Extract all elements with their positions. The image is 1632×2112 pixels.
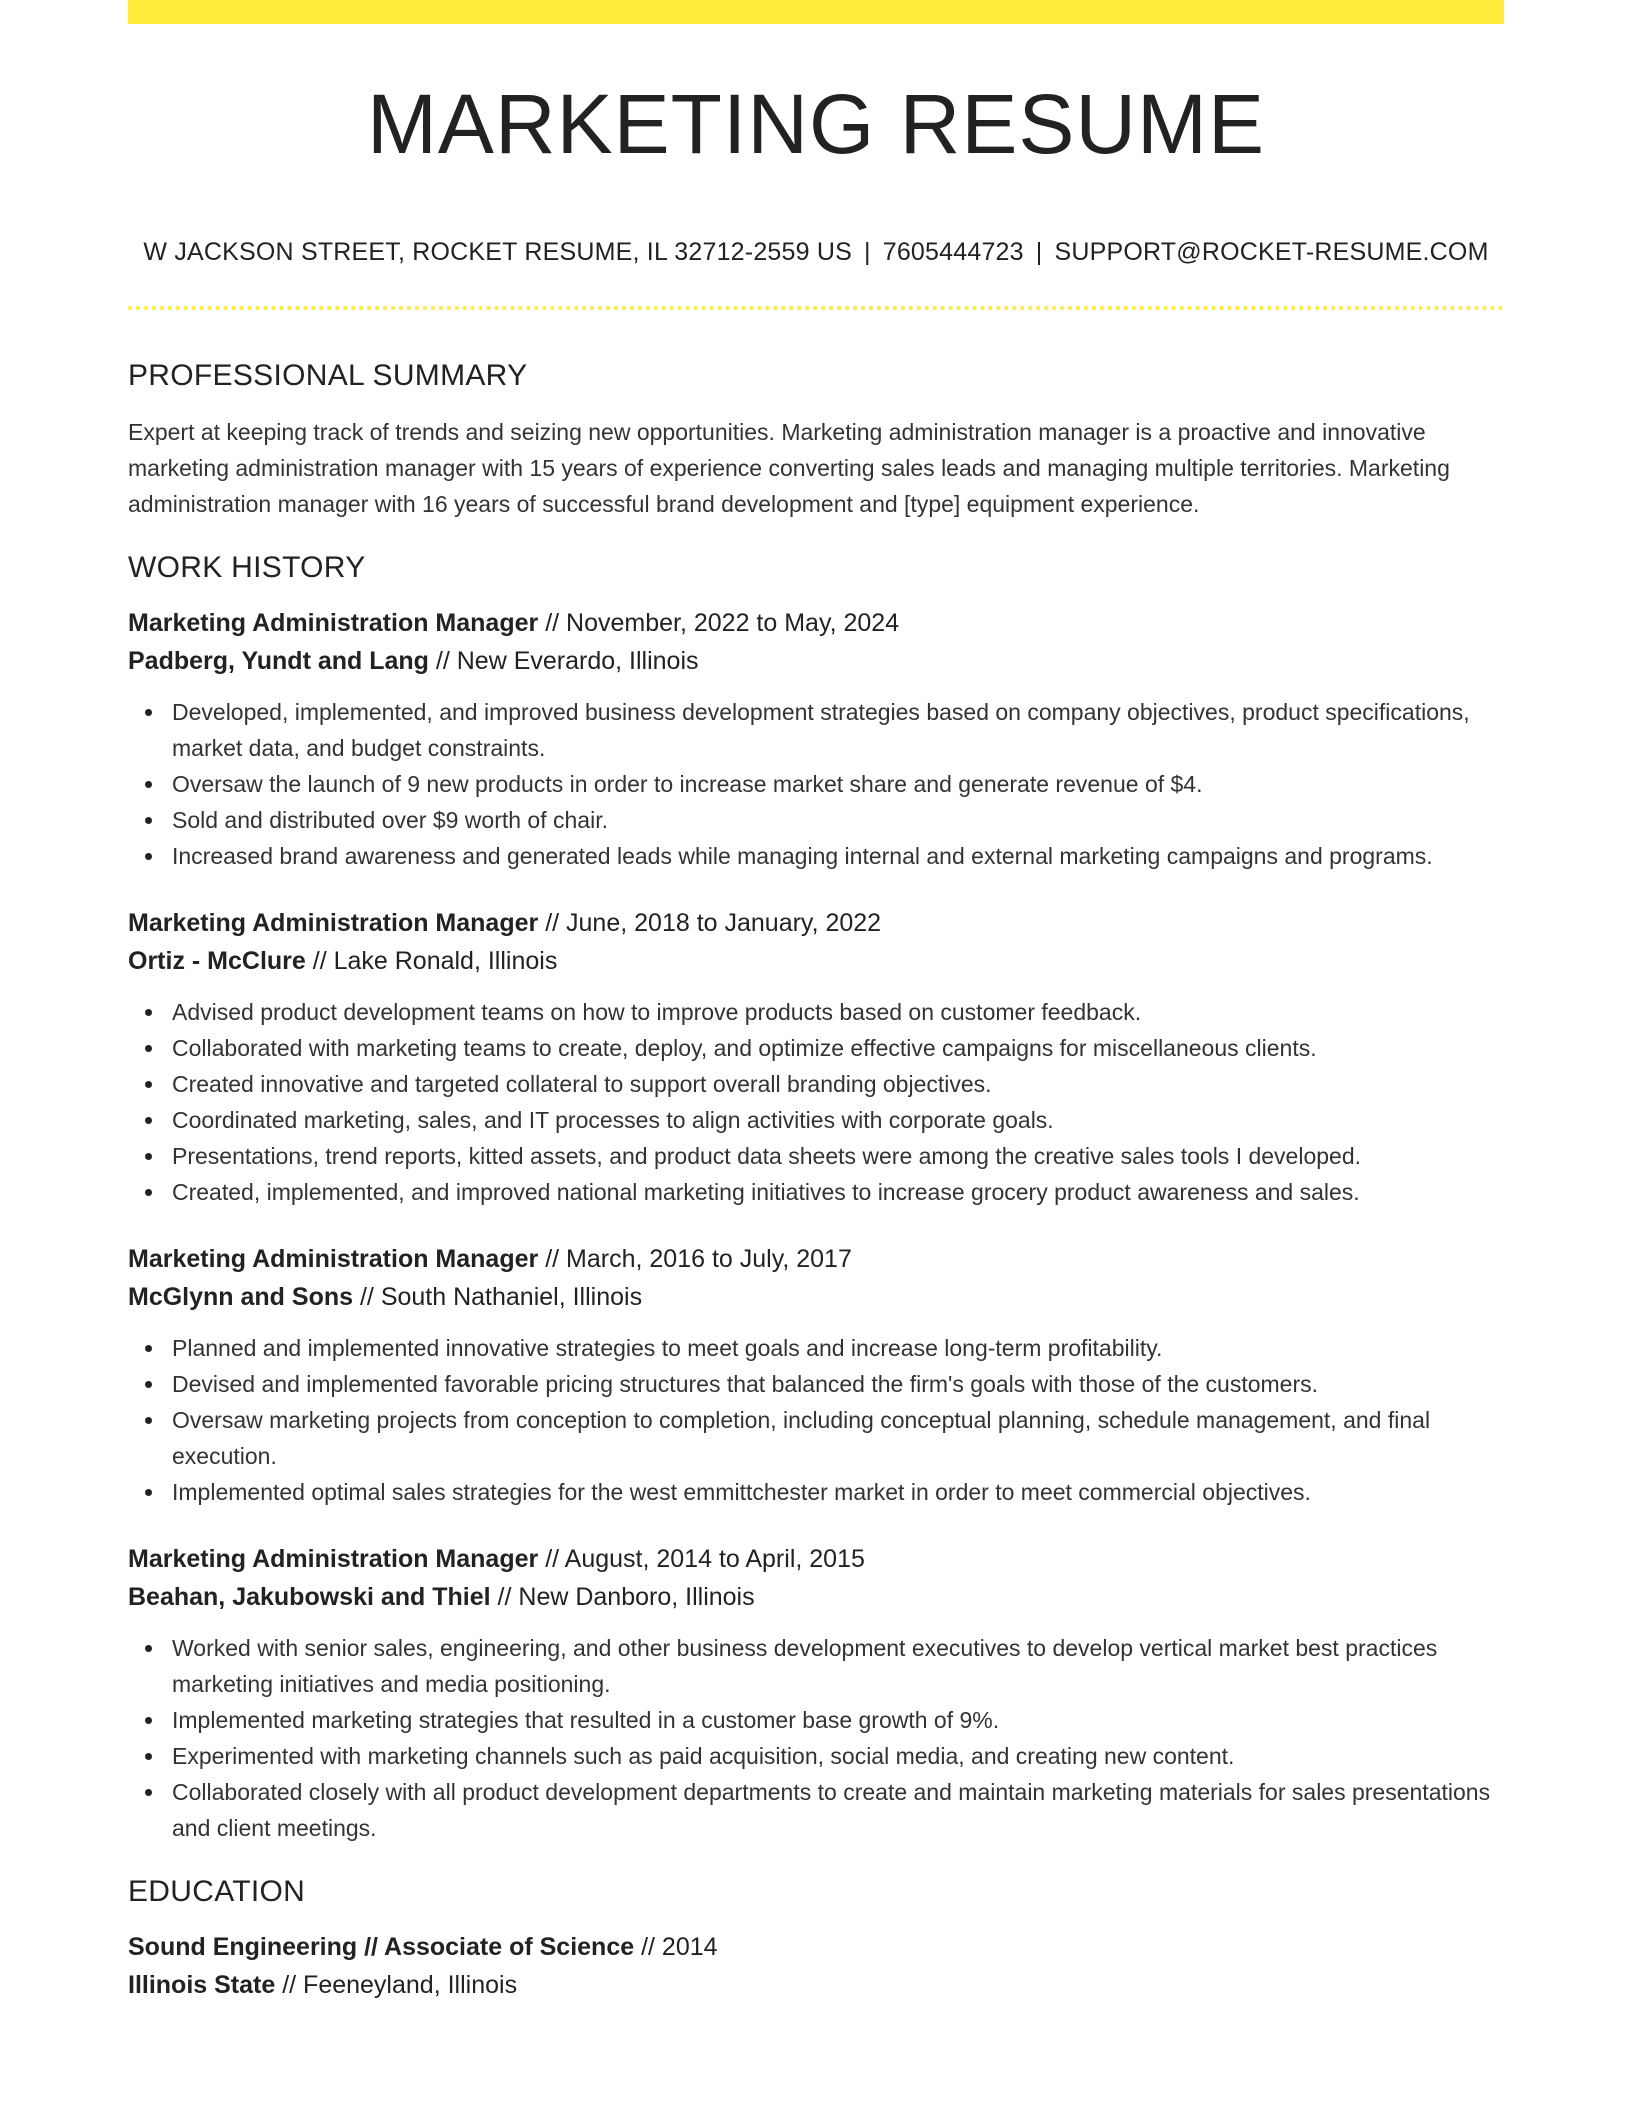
list-item: Experimented with marketing channels such as paid acquisition, social media, and creating new content. [172, 1738, 1504, 1774]
education-section [128, 1870, 1504, 2004]
job-company: Ortiz - McClure [128, 947, 306, 975]
job-title: Marketing Administration Manager [128, 1245, 539, 1273]
job-title: Marketing Administration Manager [128, 1545, 539, 1573]
list-item: Created, implemented, and improved national marketing initiatives to increase grocery product awareness and sales. [172, 1174, 1504, 1210]
contact-line [0, 238, 1632, 267]
job-entry [128, 1540, 1504, 1846]
list-item: Presentations, trend reports, kitted assets, and product data sheets were among the creative sales tools I developed. [172, 1138, 1504, 1174]
job-dates: // March, 2016 to July, 2017 [538, 1245, 852, 1273]
job-bullets [128, 694, 1504, 874]
work-history-section [128, 546, 1504, 1846]
job-dates: // August, 2014 to April, 2015 [538, 1545, 865, 1573]
dotted-divider [128, 306, 1504, 310]
job-company-line [128, 1278, 1504, 1316]
list-item: Collaborated with marketing teams to create, deploy, and optimize effective campaigns for miscellaneous clients. [172, 1030, 1504, 1066]
job-dates: // November, 2022 to May, 2024 [538, 609, 900, 637]
degree-year: // 2014 [634, 1933, 718, 1961]
list-item: Implemented marketing strategies that resulted in a customer base growth of 9%. [172, 1702, 1504, 1738]
school-location: // Feeneyland, Illinois [275, 1971, 518, 1999]
job-title-line [128, 1540, 1504, 1578]
resume-content [128, 354, 1504, 2004]
summary-section [128, 354, 1504, 522]
work-history-heading: WORK HISTORY [128, 551, 366, 584]
job-location: // Lake Ronald, Illinois [305, 947, 558, 975]
job-bullets [128, 994, 1504, 1210]
list-item: Implemented optimal sales strategies for the west emmittchester market in order to meet commercial objectives. [172, 1474, 1504, 1510]
list-item: Coordinated marketing, sales, and IT processes to align activities with corporate goals. [172, 1102, 1504, 1138]
summary-heading: PROFESSIONAL SUMMARY [128, 359, 528, 392]
accent-bar [128, 0, 1504, 24]
job-location: // New Danboro, Illinois [490, 1583, 755, 1611]
list-item: Advised product development teams on how to improve products based on customer feedback. [172, 994, 1504, 1030]
job-bullets [128, 1630, 1504, 1846]
list-item: Created innovative and targeted collateral to support overall branding objectives. [172, 1066, 1504, 1102]
school: Illinois State [128, 1971, 276, 1999]
school-line [128, 1966, 1504, 2004]
job-company: McGlynn and Sons [128, 1283, 354, 1311]
list-item: Oversaw the launch of 9 new products in order to increase market share and generate revenue of $4. [172, 766, 1504, 802]
job-location: // New Everardo, Illinois [428, 647, 699, 675]
job-company-line [128, 1578, 1504, 1616]
job-entry [128, 604, 1504, 874]
summary-text: Expert at keeping track of trends and seizing new opportunities. Marketing administration manager is a proactive and innovative marketing administration manager with 15 years of experience converting sales leads and managing multiple territories. Marketing administration manager with 16 years of successful brand development and [type] equipment experience. [128, 419, 1450, 517]
job-title: Marketing Administration Manager [128, 609, 539, 637]
degree-line [128, 1928, 1504, 1966]
contact-email: SUPPORT@ROCKET-RESUME.COM [1054, 238, 1489, 266]
list-item: Increased brand awareness and generated leads while managing internal and external marketing campaigns and programs. [172, 838, 1504, 874]
job-title: Marketing Administration Manager [128, 909, 539, 937]
job-location: // South Nathaniel, Illinois [353, 1283, 643, 1311]
degree: Sound Engineering // Associate of Science [128, 1933, 635, 1961]
job-title-line [128, 1240, 1504, 1278]
contact-separator: | [864, 238, 871, 266]
job-company: Padberg, Yundt and Lang [128, 647, 429, 675]
job-company-line [128, 942, 1504, 980]
list-item: Sold and distributed over $9 worth of chair. [172, 802, 1504, 838]
job-company: Beahan, Jakubowski and Thiel [128, 1583, 491, 1611]
list-item: Collaborated closely with all product development departments to create and maintain marketing materials for sales presentations and client meetings. [172, 1774, 1504, 1846]
education-heading: EDUCATION [128, 1875, 306, 1908]
resume-title: MARKETING RESUME [366, 77, 1266, 171]
job-entry [128, 904, 1504, 1210]
list-item: Devised and implemented favorable pricing structures that balanced the firm's goals with those of the customers. [172, 1366, 1504, 1402]
contact-separator: | [1035, 238, 1043, 266]
job-dates: // June, 2018 to January, 2022 [538, 909, 882, 937]
contact-address: W JACKSON STREET, ROCKET RESUME, IL 32712-2559 US [143, 238, 853, 266]
list-item: Planned and implemented innovative strategies to meet goals and increase long-term profitability. [172, 1330, 1504, 1366]
job-entry [128, 1240, 1504, 1510]
job-company-line [128, 642, 1504, 680]
contact-phone: 7605444723 [882, 238, 1024, 266]
list-item: Developed, implemented, and improved business development strategies based on company objectives, product specifications, market data, and budget constraints. [172, 694, 1504, 766]
job-title-line [128, 904, 1504, 942]
list-item: Worked with senior sales, engineering, and other business development executives to develop vertical market best practices marketing initiatives and media positioning. [172, 1630, 1504, 1702]
job-title-line [128, 604, 1504, 642]
list-item: Oversaw marketing projects from conception to completion, including conceptual planning, schedule management, and final execution. [172, 1402, 1504, 1474]
education-entry [128, 1928, 1504, 2004]
job-bullets [128, 1330, 1504, 1510]
